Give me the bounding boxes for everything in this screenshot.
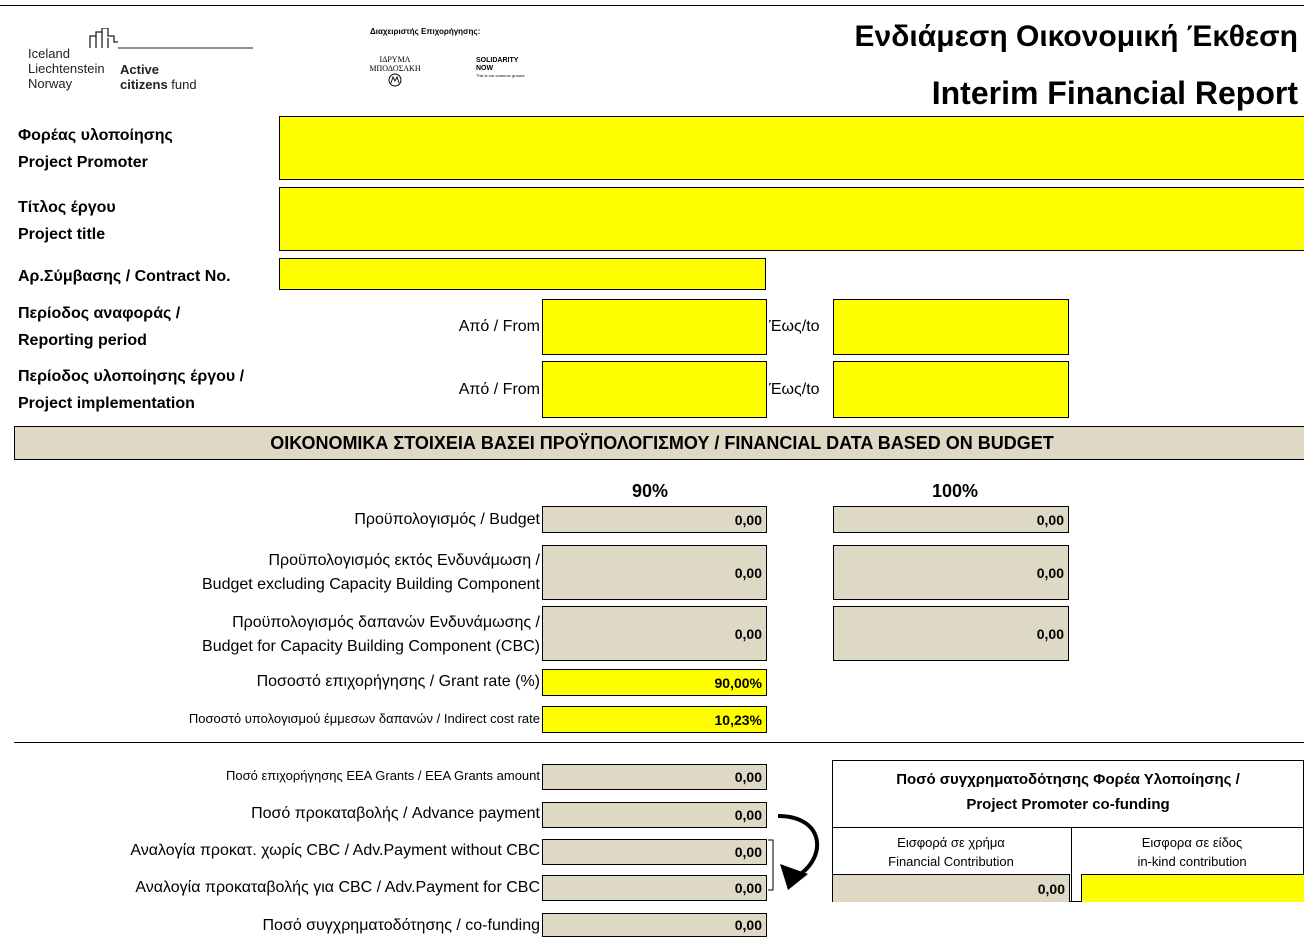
reporting-to-label: Έως/to — [769, 318, 820, 335]
implementation-from-label: Από / From — [458, 381, 540, 398]
logo-brand-active: Active — [120, 62, 160, 77]
cofunding-box — [832, 760, 1304, 902]
inkind-contribution-label-english: in-kind contribution — [1137, 854, 1247, 869]
budget-cbc-100-value: 0,00 — [833, 606, 1069, 661]
budget-90-value: 0,00 — [542, 506, 767, 533]
implementation-to-field[interactable] — [833, 361, 1069, 418]
promoter-label-english: Project Promoter — [18, 154, 148, 171]
project-promoter-field[interactable] — [279, 116, 1304, 180]
bodossaki-line-2: ΜΠΟΔΟΣΑΚΗ — [369, 64, 421, 73]
grant-operator-label: Διαχειριστής Επιχορήγησης: — [370, 27, 481, 36]
advance-payment-label: Ποσό προκαταβολής / Advance payment — [251, 805, 540, 822]
implementation-from-field[interactable] — [542, 361, 767, 418]
report-title-greek: Ενδιάμεση Οικονομική Έκθεση — [854, 20, 1298, 53]
financial-contribution-label-greek: Εισφορά σε χρήμα — [897, 835, 1005, 850]
eea-grants-amount-label: Ποσό επιχορήγησης EEA Grants / EEA Grants amount — [226, 768, 540, 783]
bodossaki-logo — [365, 55, 425, 89]
now-word: NOW — [476, 65, 494, 72]
cofunding-box-divider — [833, 827, 1303, 828]
project-title-label-greek: Τίτλος έργου — [18, 199, 116, 216]
project-title-label-english: Project title — [18, 226, 106, 243]
solidarity-tagline: This is our common ground — [476, 73, 525, 78]
indirect-cost-rate-label: Ποσοστό υπολογισμού έμμεσων δαπανών / Indirect cost rate — [188, 711, 540, 726]
financial-data-section-header — [14, 426, 1304, 460]
reporting-period-label-greek: Περίοδος αναφοράς / — [18, 305, 181, 322]
logo-country-1: Iceland — [28, 46, 70, 61]
adv-without-cbc-label: Αναλογία προκατ. χωρίς CBC / Adv.Payment without CBC — [130, 842, 540, 859]
budget-cbc-label-english: Budget for Capacity Building Component (CBC) — [202, 638, 540, 655]
cofunding-label: Ποσό συγχρηματοδότησης / co-funding — [262, 917, 540, 934]
top-rule — [0, 5, 1304, 6]
indirect-cost-rate-field[interactable]: 10,23% — [542, 706, 767, 733]
budget-excl-100-value: 0,00 — [833, 545, 1069, 600]
logo-brand-citizens: citizens — [120, 77, 168, 92]
adv-for-cbc-value: 0,00 — [542, 875, 767, 901]
budget-cbc-90-value: 0,00 — [542, 606, 767, 661]
contract-label: Αρ.Σύμβασης / Contract No. — [18, 268, 231, 285]
budget-cbc-label-greek: Προϋπολογισμός δαπανών Ενδυνάμωσης / — [232, 614, 540, 631]
budget-100-value: 0,00 — [833, 506, 1069, 533]
fund-logo-graphic-icon — [88, 28, 253, 50]
section-divider — [14, 742, 1304, 743]
solidarity-word: SOLIDARITY — [476, 57, 519, 64]
adv-for-cbc-label: Αναλογία προκαταβολής για CBC / Adv.Payment for CBC — [135, 879, 540, 896]
bodossaki-emblem-icon — [388, 73, 402, 87]
active-citizens-fund-logo — [28, 28, 253, 98]
budget-excl-90-value: 0,00 — [542, 545, 767, 600]
logo-brand-fund: fund — [167, 77, 197, 92]
column-header-100: 100% — [931, 481, 979, 501]
grant-rate-label: Ποσοστό επιχορήγησης / Grant rate (%) — [256, 673, 540, 690]
cofunding-box-title-english: Project Promoter co-funding — [966, 796, 1170, 813]
financial-contribution-value: 0,00 — [833, 874, 1070, 902]
inkind-contribution-label-greek: Εισφορα σε είδος — [1141, 835, 1243, 850]
cofunding-value: 0,00 — [542, 913, 767, 937]
implementation-label-english: Project implementation — [18, 395, 195, 412]
implementation-label-greek: Περίοδος υλοποίησης έργου / — [18, 368, 245, 385]
financial-contribution-label-english: Financial Contribution — [888, 854, 1014, 869]
logo-country-2: Liechtenstein — [28, 61, 105, 76]
budget-excl-label-greek: Προϋπολογισμός εκτός Ενδυνάμωση / — [268, 552, 540, 569]
project-title-field[interactable] — [279, 187, 1304, 251]
budget-label: Προϋπολογισμός / Budget — [354, 511, 540, 528]
budget-excl-label-english: Budget excluding Capacity Building Component — [202, 576, 540, 593]
reporting-to-field[interactable] — [833, 299, 1069, 355]
column-header-90: 90% — [631, 481, 669, 501]
promoter-label-greek: Φορέας υλοποίησης — [18, 127, 173, 144]
reporting-period-label-english: Reporting period — [18, 332, 147, 349]
solidarity-now-logo — [476, 57, 524, 78]
advance-split-arrow-icon — [766, 800, 836, 895]
section-header-text: ΟΙΚΟΝΟΜΙΚΑ ΣΤΟΙΧΕΙΑ ΒΑΣΕΙ ΠΡΟΫΠΟΛΟΓΙΣΜΟΥ / FINANCIAL DATA BASED ON BUDGET — [270, 432, 1054, 453]
inkind-contribution-field[interactable] — [1081, 874, 1304, 902]
contract-number-field[interactable] — [279, 258, 766, 290]
reporting-from-field[interactable] — [542, 299, 767, 355]
cofunding-box-title-greek: Ποσό συγχρηματοδότησης Φορέα Υλοποίησης / — [896, 771, 1240, 788]
advance-payment-value: 0,00 — [542, 802, 767, 828]
adv-without-cbc-value: 0,00 — [542, 839, 767, 865]
eea-grants-amount-value: 0,00 — [542, 764, 767, 790]
bodossaki-line-1: ΙΔΡΥΜΑ — [379, 55, 411, 64]
report-title-english: Interim Financial Report — [931, 75, 1298, 111]
cofunding-column-divider — [1071, 827, 1072, 902]
reporting-from-label: Από / From — [458, 318, 540, 335]
grant-rate-field[interactable]: 90,00% — [542, 669, 767, 696]
implementation-to-label: Έως/to — [769, 381, 820, 398]
logo-country-3: Norway — [28, 76, 73, 91]
